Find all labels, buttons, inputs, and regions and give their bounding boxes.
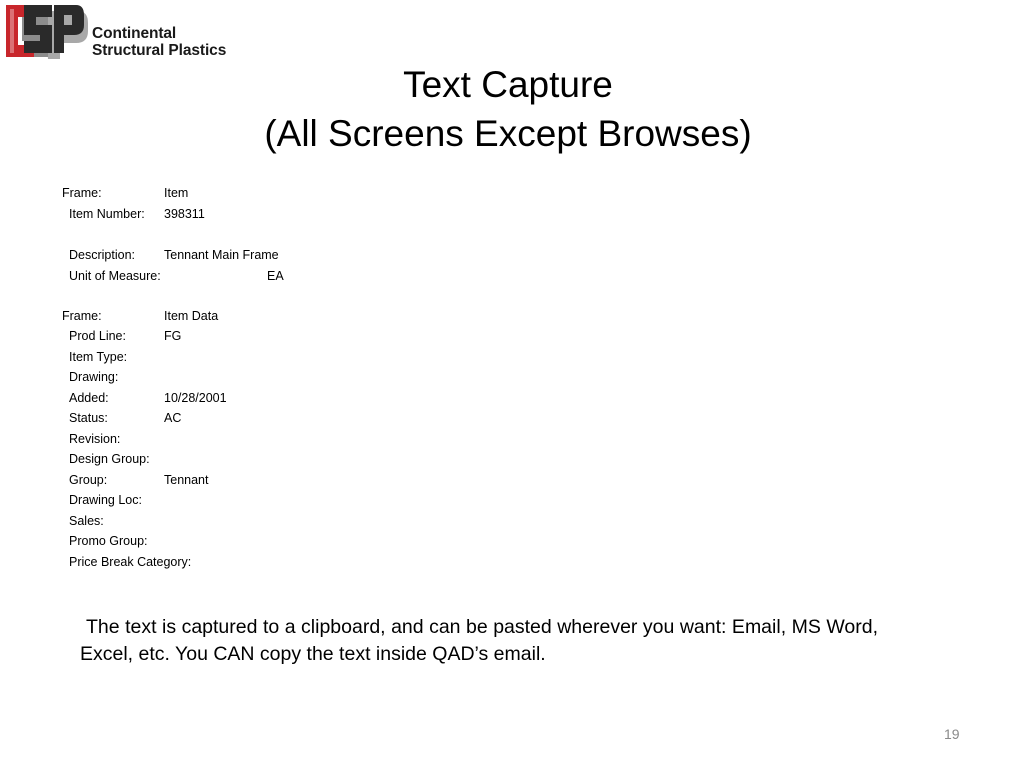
description-label: Description: [69,248,135,262]
explanation-text: The text is captured to a clipboard, and can be pasted wherever you want: Email, MS Word, Excel, etc. You CAN copy the text inside QAD’s email. [80,616,878,665]
item-number-label: Item Number: [69,207,145,221]
slide-title-line1: Text Capture [403,64,613,105]
design-group-label: Design Group: [69,452,150,466]
prod-line-value: FG [164,329,182,343]
promo-group-label: Promo Group: [69,534,148,548]
frame-value: Item Data [164,309,219,323]
drawing-label: Drawing: [69,370,119,384]
company-name-line2: Structural Plastics [92,42,227,59]
item-type-label: Item Type: [69,350,128,364]
frame-value: Item [164,186,189,200]
slide-title-line2: (All Screens Except Browses) [264,113,752,154]
csp-logo-mark [4,3,88,61]
revision-label: Revision: [69,432,121,446]
company-logo [4,3,264,61]
description-value: Tennant Main Frame [164,248,279,262]
group-value: Tennant [164,473,209,487]
company-name-line1: Continental [92,25,177,42]
status-label: Status: [69,411,108,425]
drawing-loc-label: Drawing Loc: [69,493,142,507]
slide-number: 19 [944,726,960,742]
added-value: 10/28/2001 [164,391,227,405]
prod-line-label: Prod Line: [69,329,126,343]
unit-of-measure-label: Unit of Measure: [69,269,161,283]
frame-label: Frame: [62,309,102,323]
price-break-category-label: Price Break Category: [69,555,192,569]
frame-label: Frame: [62,186,102,200]
company-name [92,25,226,59]
status-value: AC [164,411,182,425]
item-number-value: 398311 [164,207,205,221]
unit-of-measure-value: EA [267,269,284,283]
added-label: Added: [69,391,109,405]
group-label: Group: [69,473,108,487]
sales-label: Sales: [69,514,104,528]
